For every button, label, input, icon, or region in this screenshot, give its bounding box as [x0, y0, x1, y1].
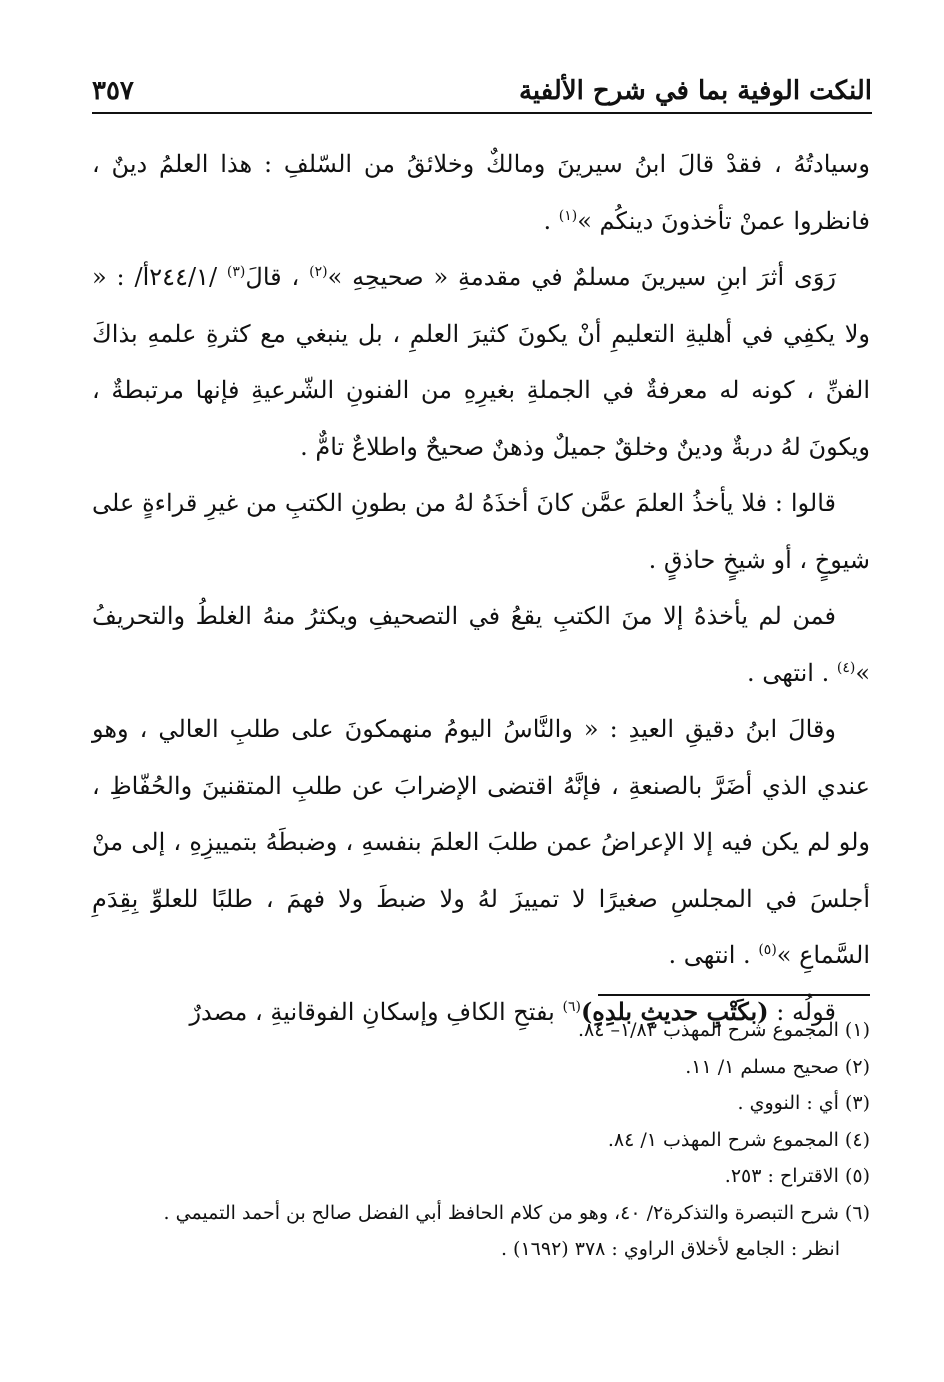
- paragraph-1: [92, 136, 870, 249]
- paragraph-5-text-a: وقالَ ابنُ دقيقِ العيدِ : « والنَّاسُ اليومُ منهمكونَ على طلبِ العالي ، وهو عندي الذي أضَرَّ بالصنعةِ ، فإنَّهُ اقتضى الإضرابَ عن طلبِ المتقنينَ والحُفّاظِ ، ولو لم يكن فيه إلا الإعراضُ عمن طلبَ العلمَ بنفسهِ ، وضبطَهُ بتمييزِهِ ، إلى منْ أجلسَ في المجلسِ صغيرًا لا تمييزَ لهُ ولا ضبطَ ولا فهمَ ، طلبًا للعلوِّ بِقِدَمِ السَّماعِ »: [92, 715, 870, 969]
- paragraph-4-text-a: فمن لم يأخذهُ إلا منَ الكتبِ يقعُ في التصحيفِ ويكثرُ منهُ الغلطُ والتحريفُ »: [92, 602, 870, 687]
- paragraph-3: [92, 475, 870, 588]
- footnote-ref-4: (٤): [836, 659, 856, 676]
- footnotes: [92, 1012, 870, 1268]
- footnote-ref-1: (١): [558, 207, 578, 224]
- paragraph-6-quoted-term: (بكَتْبِ حديثِ بلدِهِ): [580, 996, 769, 1026]
- paragraph-6-text-b: بفتحِ الكافِ وإسكانِ الفوقانيةِ ، مصدرٌ: [189, 997, 563, 1026]
- footnote-2: (٢) صحيح مسلم ١/ ١١.: [685, 1055, 870, 1078]
- main-text: [92, 136, 870, 1040]
- footnote-ref-2: (٢): [309, 264, 328, 280]
- running-title: النكت الوفية بما في شرح الألفية: [518, 76, 872, 106]
- paragraph-2-text-a: رَوَى أثرَ ابنِ سيرينَ مسلمٌ في مقدمةِ « صحيحِهِ »: [327, 263, 836, 291]
- footnote-1: (١) المجموع شرح المهذب ١/٨٣– ٨٤.: [577, 1019, 870, 1041]
- footnote-4: (٤) المجموع شرح المهذب ١/ ٨٤.: [607, 1128, 870, 1151]
- paragraph-3-text: قالوا : فلا يأخذُ العلمَ عمَّن كانَ أخذَهُ لهُ من بطونِ الكتبِ من غيرِ قراءةٍ على شيوخٍ ، أو شيخٍ حاذقٍ .: [92, 489, 870, 574]
- page-number: ٣٥٧: [92, 76, 134, 106]
- paragraph-6-text-a: قولُه :: [768, 997, 836, 1026]
- paragraph-5: [92, 701, 870, 984]
- page-header: [92, 56, 872, 114]
- paragraph-1-text: وسيادتُهُ ، فقدْ قالَ ابنُ سيرينَ ومالكٌ وخلائقُ من السّلفِ : هذا العلمُ دينٌ ، فانظروا عمنْ تأخذونَ دينكُم »: [92, 150, 870, 235]
- footnote-ref-6: (٦): [562, 998, 581, 1015]
- paragraph-4-text-b: . انتهى .: [747, 658, 837, 687]
- paragraph-2-text-b: ، قالَ: [245, 263, 310, 291]
- footnote-3: (٣) أي : النووي .: [737, 1092, 870, 1114]
- footnote-6-continuation: انظر : الجامع لأخلاق الراوي : ٣٧٨ (١٦٩٢) .: [500, 1238, 840, 1260]
- paragraph-1-end: .: [543, 206, 559, 235]
- paragraph-4: [92, 588, 870, 701]
- paragraph-2-text-c: /٢٤٤/١أ/ : « ولا يكفِي في أهليةِ التعليمِ أنْ يكونَ كثيرَ العلمِ ، بل ينبغي مع كثرةِ علمهِ بذاكَ الفنِّ ، كونه له معرفةٌ في الجملةِ بغيرِهِ من الفنونِ الشّرعيةِ فإنها مرتبطةٌ ، ويكونَ لهُ دربةٌ ودينٌ وخلقٌ جميلٌ وذهنٌ صحيحٌ واطلاعٌ تامٌّ .: [92, 263, 870, 461]
- footnote-6: (٦) شرح التبصرة والتذكرة٢/ ٤٠، وهو من كلام الحافظ أبي الفضل صالح بن أحمد التميمي .: [163, 1201, 870, 1224]
- footnote-5: (٥) الاقتراح : ٢٥٣.: [724, 1165, 870, 1187]
- footnote-ref-3: (٣): [226, 264, 246, 280]
- paragraph-2: [92, 249, 870, 475]
- paragraph-5-text-b: . انتهى .: [668, 941, 759, 969]
- footnote-separator: [598, 994, 870, 996]
- footnote-ref-5: (٥): [758, 942, 777, 958]
